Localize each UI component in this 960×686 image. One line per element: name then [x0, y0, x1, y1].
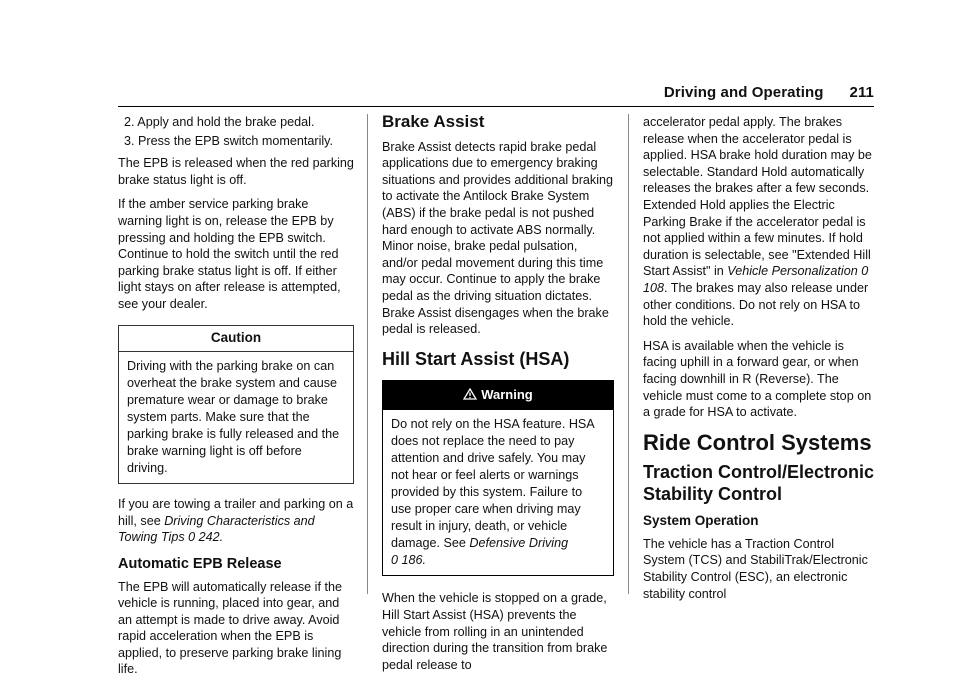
towing-text: If you are towing a trailer and parking on a hill, see	[118, 497, 354, 528]
column-3	[643, 114, 875, 610]
section-heading: Brake Assist	[382, 112, 485, 131]
subsection-heading: System Operation	[643, 513, 759, 529]
section-heading: Traction Control/Electronic Stability Control	[643, 462, 875, 505]
header-rule	[118, 106, 874, 107]
warning-page-ref[interactable]: 0 186.	[391, 553, 427, 568]
column-1	[118, 114, 354, 686]
paragraph	[643, 114, 875, 330]
section-heading: Automatic EPB Release	[118, 555, 282, 572]
section-title: Driving and Operating	[663, 84, 824, 101]
chapter-heading: Ride Control Systems	[643, 429, 872, 455]
hsa-text-b: . The brakes may also release under other conditions. Do not rely on HSA to hold the vehicle.	[643, 280, 869, 329]
paragraph: The vehicle has a Traction Control System (TCS) and StabiliTrak/Electronic Stability Control (ESC), an electronic stability control	[643, 536, 868, 601]
warning-title: Warning	[481, 386, 533, 402]
section-heading: Hill Start Assist (HSA)	[382, 348, 570, 369]
warning-link[interactable]: Defensive Driving	[469, 536, 569, 551]
caution-title: Caution	[119, 326, 353, 353]
towing-paragraph	[118, 496, 354, 546]
step-item: 3. Press the EPB switch momentarily.	[124, 133, 334, 148]
paragraph: The EPB will automatically release if the vehicle is running, placed into gear, and an attempt is made to drive away. Avoid rapid acceleration when the EPB is applied, to preserve parking brake lining life.	[118, 579, 342, 677]
paragraph: The EPB is released when the red parking brake status light is off.	[118, 156, 354, 187]
warning-title-bar	[383, 381, 613, 411]
step-item: 2. Apply and hold the brake pedal.	[124, 115, 315, 129]
personalization-page-ref[interactable]: 0 108	[643, 264, 869, 295]
page-number: 211	[849, 84, 874, 101]
caution-text: Driving with the parking brake on can overheat the brake system and cause premature wear or damage to brake system parts. Make sure that the parking brake is fully released and the brake warning light is off before driving.	[127, 359, 340, 476]
paragraph: Brake Assist detects rapid brake pedal applications due to emergency braking situations and provides additional braking to activate the Antilock Brake System (ABS) if the brake pedal is not pushed hard enough to activate ABS normally. Minor noise, brake pedal pulsation, and/or pedal movement during this time may occur. Continue to apply the brake pedal as the driving situation dictates. Brake Assist disengages when the brake pedal is released.	[382, 139, 614, 337]
column-divider-1	[367, 114, 368, 594]
warning-triangle-icon	[463, 388, 477, 400]
warning-text: Do not rely on the HSA feature. HSA does not replace the need to pay attention and drive safely. You may not hear or feel alerts or warnings provided by this system. Failure to use proper care when driving may result in injury, death, or vehicle damage. See	[391, 417, 595, 551]
column-2	[382, 114, 614, 681]
towing-link[interactable]: Driving Characteristics and Towing Tips	[118, 513, 315, 545]
hsa-text-a: accelerator pedal apply. The brakes release when the accelerator pedal is applied. HSA brake hold duration may be selectable. Standard Hold automatically releases the brakes after a few seconds. Extended Hold applies the Electric Parking Brake if the accelerator pedal is not applied within a few minutes. If hold duration is selectable, see "Extended Hill Start Assist" in	[643, 115, 872, 279]
towing-page-ref[interactable]: 0 242.	[188, 530, 224, 545]
warning-text-block	[383, 410, 613, 575]
caution-box	[118, 325, 354, 485]
paragraph: When the vehicle is stopped on a grade, Hill Start Assist (HSA) prevents the vehicle from rolling in an unintended direction during the transition from brake pedal release to	[382, 591, 608, 672]
warning-box	[382, 380, 614, 577]
running-header	[664, 84, 874, 101]
personalization-link[interactable]: Vehicle Personalization	[727, 264, 858, 279]
paragraph: If the amber service parking brake warning light is on, release the EPB by pressing and holding the EPB switch. Continue to hold the switch until the red parking brake status light is off. If either light stays on after release is attempted, see your dealer.	[118, 197, 341, 311]
paragraph: HSA is available when the vehicle is facing uphill in a forward gear, or when facing downhill in R (Reverse). The vehicle must come to a complete stop on a grade for HSA to activate.	[643, 338, 872, 420]
step-list	[124, 114, 354, 149]
column-divider-2	[628, 114, 629, 594]
